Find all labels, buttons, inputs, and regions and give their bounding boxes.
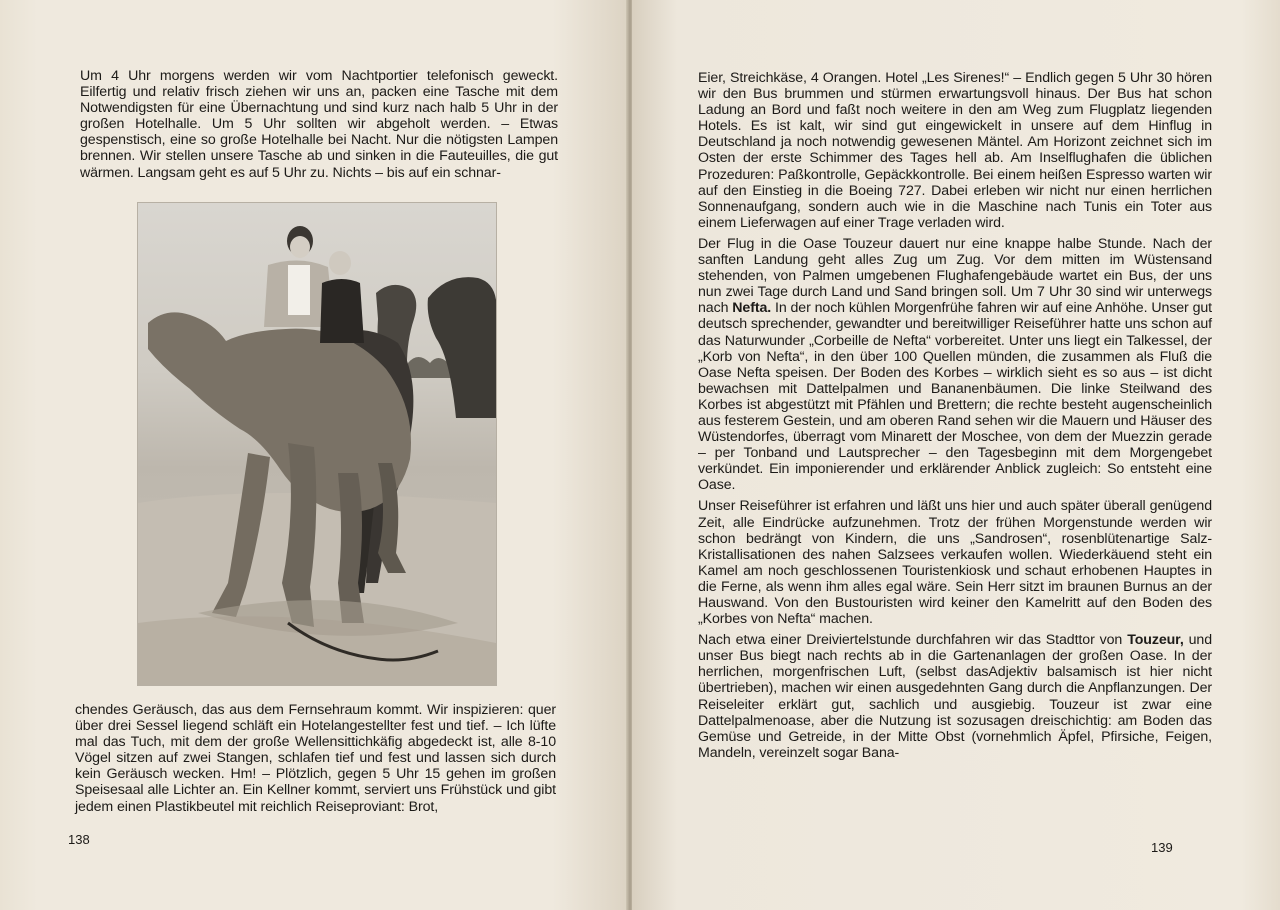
right-page [632, 0, 1280, 910]
page-number-right: 139 [1151, 840, 1173, 855]
paragraph-2-part-a: Der Flug in die Oase Touzeur dauert nur eine knappe halbe Stunde. Nach der sanften Landung geht alles Zug um Zug. Vor dem mitten im Wüstensand stehenden, von Palmen umgebenen Flughafengebäude wartet ein Bus, der uns nun zwei Tage durch Land und Sand bringen soll. Um 7 Uhr 30 sind wir unterwegs nach [698, 235, 1212, 317]
right-page-text [698, 70, 1212, 766]
paragraph-4-part-b: und unser Bus biegt nach rechts ab in die Gartenanlagen der großen Oase. In der herrlichen, morgenfrischen Luft, (selbst dasAdjektiv balsamisch ist hier nicht übertrieben), machen wir einen ausgedehnten Gang durch die Anpflanzungen. Der Reiseleiter erklärt gut, sachlich und ausgiebig. Touzeur ist zwar eine Dattelpalmenoase, aber die Nutzung ist sozusagen dreischichtig: am Boden das Gemüse und Getreide, in der Mitte Obst (vornehmlich Äpfel, Pfirsiche, Feigen, Mandeln, vereinzelt sogar Bana- [698, 632, 1213, 761]
paragraph-2 [698, 236, 1212, 494]
paragraph-4-part-a: Nach etwa einer Dreiviertelstunde durchfahren wir das Stadttor von [698, 632, 1128, 649]
touzeur-bold: Touzeur, [1127, 632, 1184, 649]
paragraph-4 [698, 632, 1212, 761]
camel-photo [138, 203, 496, 685]
left-page-bottom-paragraph: chendes Geräusch, das aus dem Fernsehraum kommt. Wir inspizieren: quer über drei Sessel liegend schläft ein Hotelangestellter fest und tief. – Ich lüfte mal das Tuch, mit dem der große Wellensittichkäfig abgedeckt ist, alle 8-10 Vögel sitzen auf zwei Stangen, schlafen tief und fest und lassen sich durch kein Geräusch wecken. Hm! – Plötzlich, gegen 5 Uhr 15 gehen im großen Speisesaal alle Lichter an. Ein Kellner kommt, serviert uns Frühstück und gibt jedem einen Plastikbeutel mit reichlich Reiseproviant: Brot, [75, 702, 556, 815]
paragraph-2-part-b: In der noch kühlen Morgenfrühe fahren wir auf eine Anhöhe. Unser gut deutsch sprechender, gewandter und bereitwilliger Reiseführer hatte uns schon auf das Naturwunder „Corbeille de Nefta“ vorbereitet. Unter uns liegt ein Talkessel, der „Korb von Nefta“, in den über 100 Quellen münden, die zusammen als Fluß die Oase Nefta speisen. Der Boden des Korbes – wirklich sieht es so aus – ist dicht bewachsen mit Dattelpalmen und Bananenbäumen. Die linke Steilwand des Korbes ist abgestützt mit Pfählen und Brettern; die rechte besteht augenscheinlich aus festerem Gestein, und am oberen Rand sehen wir die Mauern und Häuser des Wüstendorfes, überragt vom Minarett der Moschee, von dem der Muezzin gerade – per Tonband und Lautsprecher – den Tagesbeginn mit dem Morgengebet verkündet. Ein imponierender und erklärender Anblick zugleich: So entsteht eine Oase. [698, 300, 1212, 494]
paragraph-1: Eier, Streichkäse, 4 Orangen. Hotel „Les Sirenes!“ – Endlich gegen 5 Uhr 30 hören wir den Bus brummen und stürmen erwartungsvoll hinaus. Der Bus hat schon Ladung an Bord und faßt noch weitere in den am Weg zum Flugplatz liegenden Hotels. Es ist kalt, wir sind gut eingewickelt in unsere auf dem Hinflug in Deutschland ja noch notwendig gewesenen Mäntel. Am Horizont zeichnet sich im Osten der erste Schimmer des Tages hell ab. Am Inselflughafen die üblichen Prozeduren: Paßkontrolle, Gepäckkontrolle. Bei einem heißen Espresso warten wir auf den Einstieg in die Boeing 727. Dabei erleben wir nicht nur einen herrlichen Sonnenaufgang, sondern auch wie in die Maschine nach Tunis ein Toter aus einem Lieferwagen auf einer Trage verladen wird. [698, 70, 1212, 231]
camel-photo-image [138, 203, 496, 685]
nefta-bold: Nefta. [732, 300, 772, 317]
page-number-left: 138 [68, 832, 90, 847]
left-page [0, 0, 628, 910]
paragraph-3: Unser Reiseführer ist erfahren und läßt uns hier und auch später überall genügend Zeit, alle Eindrücke aufzunehmen. Trotz der frühen Morgenstunde werden wir schon bedrängt von Kindern, die uns „Sandrosen“, rosenblütenartige Salz-Kristallisationen des nahen Salzsees verkaufen wollen. Wiederkäuend steht ein Kamel am noch geschlossenen Touristenkiosk und schaut erhobenen Hauptes in die Ferne, als wenn ihm alles egal wäre. Sein Herr sitzt im braunen Burnus an der Hauswand. Von den Bustouristen wird keiner den Kamelritt auf den Boden des „Korbes von Nefta“ machen. [698, 498, 1212, 628]
left-page-top-paragraph: Um 4 Uhr morgens werden wir vom Nachtportier telefonisch geweckt. Eilfertig und relativ frisch ziehen wir uns an, packen eine Tasche mit dem Notwendigsten für eine Übernachtung und sind kurz nach halb 5 Uhr in der großen Hotelhalle. Um 5 Uhr sollten wir abgeholt werden. – Etwas gespenstisch, eine so große Hotelhalle bei Nacht. Nur die nötigsten Lampen brennen. Wir stellen unsere Tasche ab und sinken in die Fauteuilles, die gut wärmen. Langsam geht es auf 5 Uhr zu. Nichts – bis auf ein schnar- [80, 68, 558, 181]
